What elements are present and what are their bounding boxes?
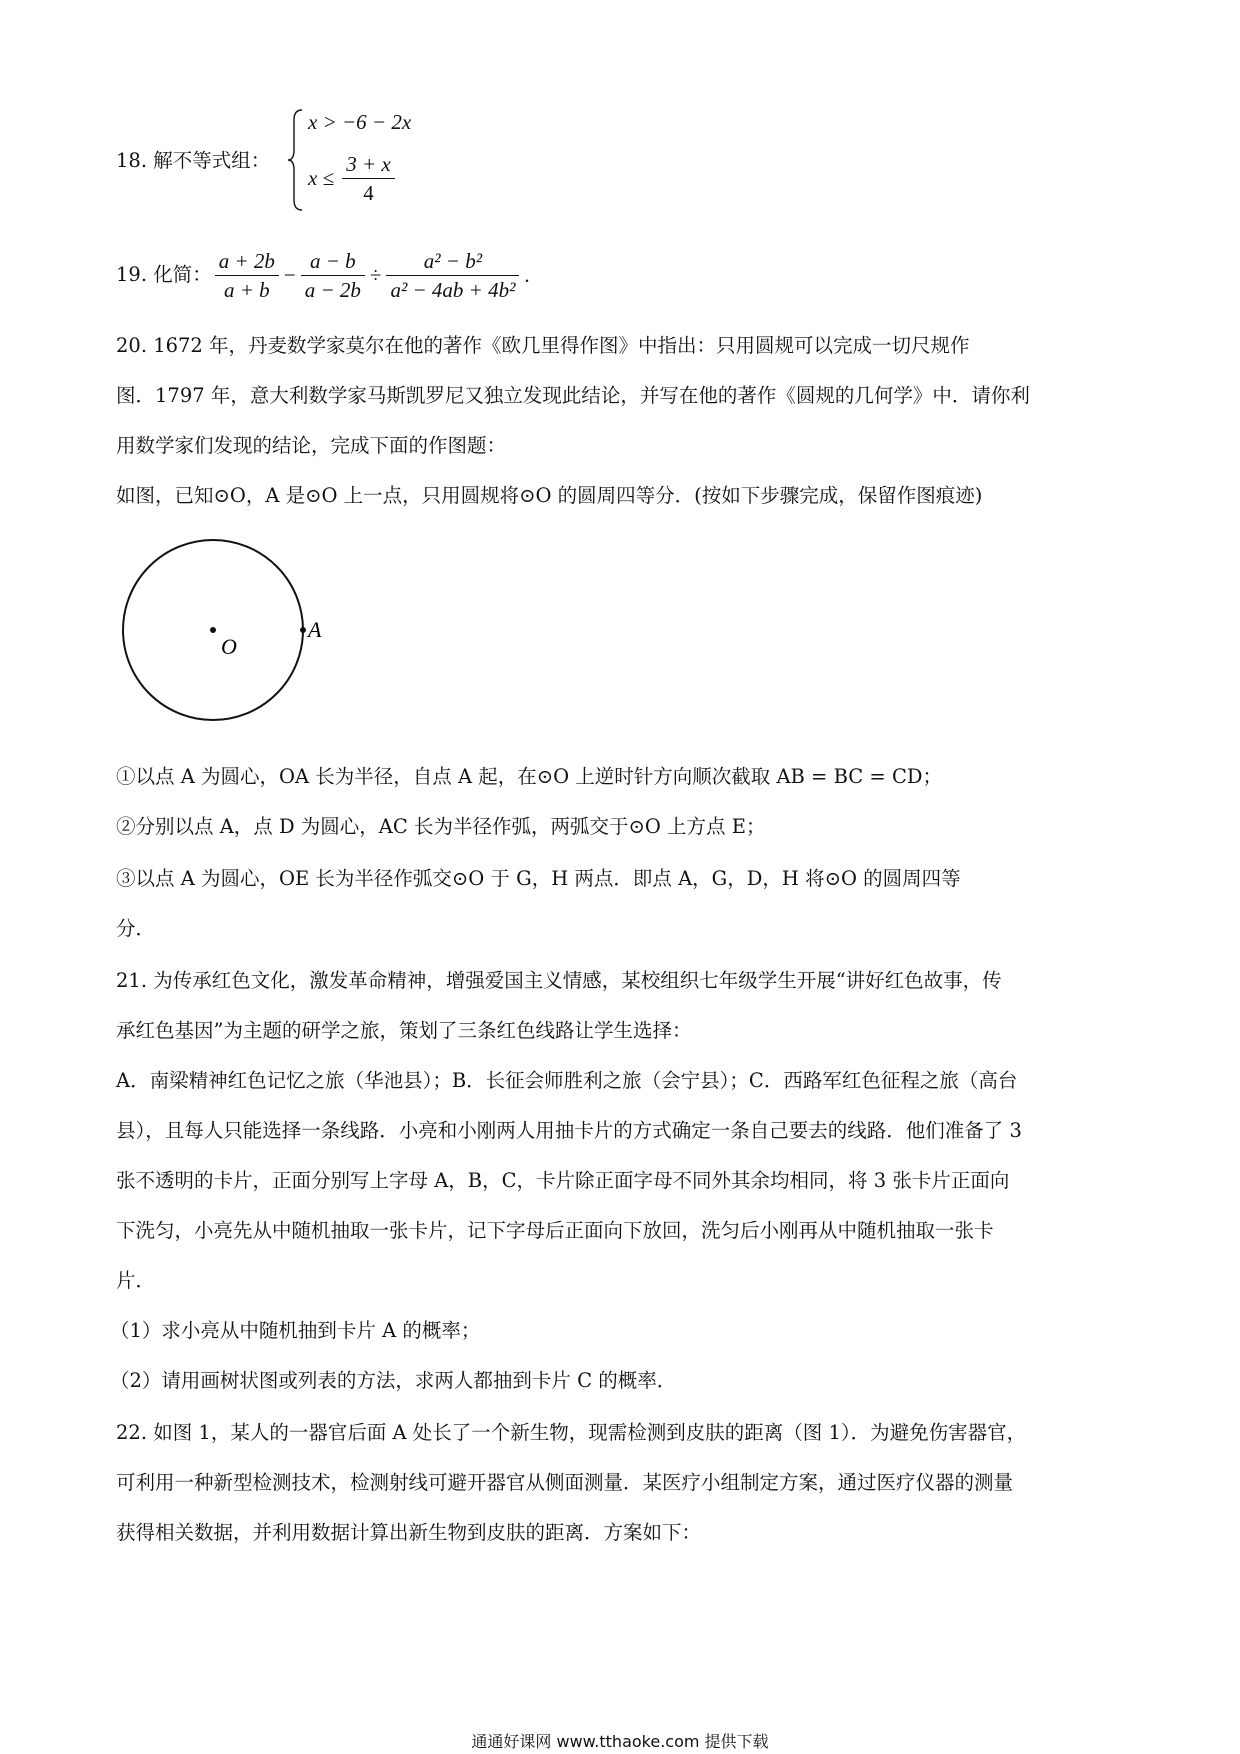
- q22-line-2: 可利用一种新型检测技术，检测射线可避开器官从侧面测量．某医疗小组制定方案，通过医疗仪器的测量: [116, 1471, 1014, 1494]
- q21-line-1: 21. 为传承红色文化，激发革命精神，增强爱国主义情感，某校组织七年级学生开展“讲好红色故事，传: [116, 969, 1002, 992]
- q19-f3-num: a² − b²: [386, 249, 519, 276]
- q20-step-3b: 分．: [116, 917, 156, 940]
- q21-line-5: 张不透明的卡片，正面分别写上字母 A，B，C，卡片除正面字母不同外其余均相同，将 3 张卡片正面向: [116, 1169, 1010, 1192]
- q22-line-1: 22. 如图 1，某人的一器官后面 A 处长了一个新生物，现需检测到皮肤的距离（图 1）．为避免伤害器官，: [116, 1421, 1027, 1444]
- footer-watermark: 通通好课网 www.tthaoke.com 提供下载: [471, 1732, 769, 1751]
- q18-frac-num: 3 + x: [342, 152, 395, 179]
- point-a: [300, 627, 306, 633]
- q19-end: .: [524, 263, 530, 287]
- q20-line-4: 如图，已知⊙O，A 是⊙O 上一点，只用圆规将⊙O 的圆周四等分．(按如下步骤完成，保留作图痕迹): [116, 484, 983, 507]
- q19-f1-den: a + b: [223, 277, 270, 302]
- q18-inequality-2: [308, 152, 398, 205]
- q20-line-1: 20. 1672 年，丹麦数学家莫尔在他的著作《欧几里得作图》中指出：只用圆规可以完成一切尺规作: [116, 334, 970, 357]
- q19-label: 19. 化简：: [116, 263, 212, 286]
- brace-icon: [286, 108, 306, 212]
- center-label: O: [221, 634, 237, 659]
- q19-f3-den: a² − 4ab + 4b²: [390, 277, 516, 302]
- q21-line-6: 下洗匀，小亮先从中随机抽取一张卡片，记下字母后正面向下放回，洗匀后小刚再从中随机抽取一张卡: [116, 1219, 994, 1242]
- q19-fraction-1: [215, 249, 279, 302]
- q19-line: [116, 245, 532, 305]
- q19-f2-den: a − 2b: [304, 277, 361, 302]
- q19-fraction-3: [386, 249, 519, 302]
- q19-f1-num: a + 2b: [215, 249, 279, 276]
- center-point: [210, 627, 216, 633]
- q18-ineq2-left: x ≤: [308, 166, 335, 190]
- q19-divide: ÷: [369, 263, 382, 287]
- q19-fraction-2: [301, 249, 365, 302]
- q18-system: [286, 108, 426, 212]
- q18-inequality-1: x > −6 − 2x: [308, 110, 412, 134]
- point-a-label: A: [308, 617, 322, 642]
- q21-sub-1: （1）求小亮从中随机抽到卡片 A 的概率；: [110, 1319, 481, 1342]
- q22-line-3: 获得相关数据，并利用数据计算出新生物到皮肤的距离．方案如下：: [116, 1521, 702, 1544]
- q19-minus: −: [283, 263, 296, 287]
- q19-f2-num: a − b: [301, 249, 365, 276]
- q20-step-1: ①以点 A 为圆心，OA 长为半径，自点 A 起，在⊙O 上逆时针方向顺次截取 AB = BC = CD；: [116, 765, 942, 788]
- q18-fraction: [342, 152, 395, 205]
- q21-line-7: 片．: [116, 1269, 156, 1292]
- circle-figure: [100, 525, 360, 745]
- q21-line-3: A．南梁精神红色记忆之旅（华池县）；B．长征会师胜利之旅（会宁县）；C．西路军红色征程之旅（高台: [116, 1069, 1018, 1092]
- q20-line-2: 图．1797 年，意大利数学家马斯凯罗尼又独立发现此结论，并写在他的著作《圆规的几何学》中．请你利: [116, 384, 1030, 407]
- q20-line-3: 用数学家们发现的结论，完成下面的作图题：: [116, 434, 507, 457]
- q21-line-4: 县），且每人只能选择一条线路．小亮和小刚两人用抽卡片的方式确定一条自己要去的线路．他们准备了 3: [116, 1119, 1022, 1142]
- q21-line-2: 承红色基因”为主题的研学之旅，策划了三条红色线路让学生选择：: [116, 1019, 692, 1042]
- q21-sub-2: （2）请用画树状图或列表的方法，求两人都抽到卡片 C 的概率．: [110, 1369, 677, 1392]
- q18-frac-den: 4: [363, 181, 374, 205]
- q20-step-3a: ③以点 A 为圆心，OE 长为半径作弧交⊙O 于 G，H 两点．即点 A，G，D，H 将⊙O 的圆周四等: [116, 867, 961, 890]
- q18-label: 18. 解不等式组：: [116, 149, 271, 172]
- q20-step-2: ②分别以点 A，点 D 为圆心，AC 长为半径作弧，两弧交于⊙O 上方点 E；: [116, 815, 766, 838]
